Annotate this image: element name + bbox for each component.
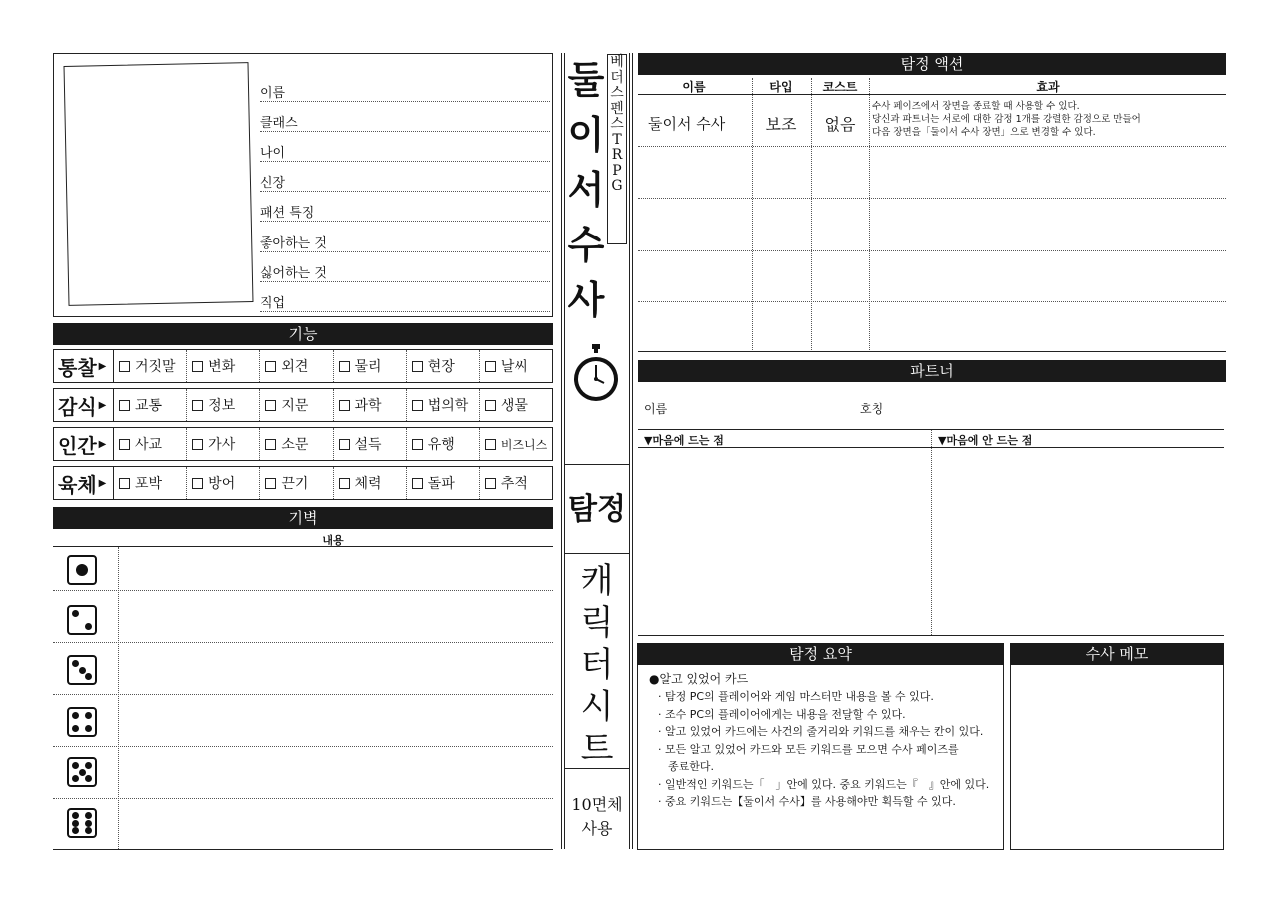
dice-note-2: 사용 [581,819,613,838]
summary-line: · 중요 키워드는【둘이서 수사】를 사용해야만 획득할 수 있다. [658,795,956,808]
die-face-4-icon [67,707,97,737]
profile-height-label: 신장 [260,176,286,191]
profile-likes-label: 좋아하는 것 [260,236,327,251]
partner-bottom-line [638,635,1224,636]
skill-checkbox[interactable]: 거짓말 [114,350,187,382]
action-row[interactable] [638,251,1226,302]
skill-category: 육체 ▶ [54,467,114,499]
skill-checkbox[interactable]: 정보 [187,389,260,421]
skill-row-body [53,466,553,500]
skill-checkbox[interactable]: 현장 [407,350,480,382]
skill-checkbox[interactable]: 유행 [407,428,480,460]
skill-checkbox[interactable]: 교통 [114,389,187,421]
skill-checkbox[interactable]: 포박 [114,467,187,499]
dice-note-1: 10면체 [571,795,623,814]
summary-header: 탐정 요약 [637,643,1004,665]
skill-checkbox[interactable]: 외견 [260,350,333,382]
title-strip-left-border-2 [564,53,565,849]
actions-col-type: 타입 [769,80,793,94]
skill-checkbox[interactable]: 추적 [480,467,552,499]
skill-checkbox[interactable]: 가사 [187,428,260,460]
profile-job-field[interactable] [260,282,550,312]
skill-row-human [53,427,553,461]
action-type: 보조 [765,115,797,134]
action-effect: 수사 페이즈에서 장면을 종료할 때 사용할 수 있다. 당신과 파트너는 서로에 대한 감정 1개를 강렬한 감정으로 만들어 다음 장면을「둘이서 수사 장면」으로 변경할 수 있다. [872,101,1141,138]
skill-category: 인간 ▶ [54,428,114,460]
die-face-3-icon [67,655,97,685]
quirks-header: 기벽 [53,507,553,529]
action-row[interactable] [638,95,1226,147]
skill-checkbox[interactable]: 법의학 [407,389,480,421]
skills-header: 기능 [53,323,553,345]
skill-checkbox[interactable]: 과학 [334,389,407,421]
die-face-2-icon [67,605,97,635]
die-face-1-icon [67,555,97,585]
partner-dislike-label: ▼마음에 안 드는 점 [938,434,1033,447]
skill-checkbox[interactable]: 돌파 [407,467,480,499]
portrait-frame[interactable] [64,62,254,306]
subtitle-box [607,54,627,244]
sheet-title: 캐릭터시트 [580,561,614,769]
skill-category: 감식 ▶ [54,389,114,421]
partner-header: 파트너 [638,360,1226,382]
profile-job-label: 직업 [260,296,286,311]
partner-dislike-area[interactable] [932,448,1224,634]
action-name: 둘이서 수사 [648,115,726,133]
skill-checkbox[interactable]: 물리 [334,350,407,382]
profile-name-label: 이름 [260,86,286,101]
skill-checkbox[interactable]: 날씨 [480,350,552,382]
quirk-row-4[interactable] [53,695,553,747]
profile-fashion-label: 패션 특징 [260,206,315,221]
title-strip-left-border [561,53,562,849]
quirk-row-3[interactable] [53,643,553,695]
skill-checkbox[interactable]: 사교 [114,428,187,460]
actions-header: 탐정 액션 [638,53,1226,75]
skill-row-insight [53,349,553,383]
title-divider-2 [564,553,630,554]
title-divider-1 [564,464,630,465]
quirk-row-5[interactable] [53,747,553,799]
skill-category: 통찰 ▶ [54,350,114,382]
quirk-row-2[interactable] [53,591,553,643]
quirks-table-bottom [53,849,553,850]
skill-checkbox[interactable]: 소문 [260,428,333,460]
action-row[interactable] [638,199,1226,251]
profile-age-field[interactable] [260,132,550,162]
skill-checkbox[interactable]: 방어 [187,467,260,499]
actions-col-cost: 코스트 [822,80,858,94]
summary-line: · 일반적인 키워드는「 」안에 있다. 중요 키워드는『 』안에 있다. [658,777,990,791]
summary-line: · 조수 PC의 플레이어에게는 내용을 전달할 수 있다. [658,707,906,721]
action-row[interactable] [638,147,1226,199]
subtitle-text: 베더스펜스TRPG [610,54,624,194]
summary-body [649,670,1001,811]
profile-likes-field[interactable] [260,222,550,252]
partner-like-area[interactable] [638,448,930,634]
action-row[interactable] [638,302,1226,352]
actions-col-effect: 효과 [1036,80,1060,94]
stopwatch-icon [573,343,619,405]
profile-fashion-field[interactable] [260,192,550,222]
die-face-6-icon [67,808,97,838]
quirk-row-1[interactable] [53,547,553,591]
summary-line: · 탐정 PC의 플레이어와 게임 마스터만 내용을 볼 수 있다. [658,690,934,703]
skill-checkbox[interactable]: 끈기 [260,467,333,499]
skill-checkbox[interactable]: 지문 [260,389,333,421]
die-face-5-icon [67,757,97,787]
actions-col-name: 이름 [682,80,706,94]
section-title: 탐정 [568,492,626,527]
partner-like-label: ▼마음에 드는 점 [644,434,724,447]
skill-checkbox[interactable]: 설득 [334,428,407,460]
summary-line: 종료한다. [668,760,715,773]
title-strip-right-border-2 [632,53,633,849]
title-divider-3 [564,768,630,769]
title-strip-right-border [629,53,630,849]
profile-dislikes-field[interactable] [260,252,550,282]
skill-checkbox[interactable]: 생물 [480,389,552,421]
profile-class-label: 클래스 [260,116,298,131]
action-cost: 없음 [824,115,856,134]
memo-panel[interactable] [1010,643,1224,850]
profile-dislikes-label: 싫어하는 것 [260,266,327,281]
partner-nickname-label: 호칭 [860,402,884,416]
profile-name-field[interactable] [260,72,550,102]
memo-header: 수사 메모 [1010,643,1224,665]
summary-title: ●알고 있었어 카드 [649,672,749,686]
quirk-row-6[interactable] [53,799,553,849]
profile-age-label: 나이 [260,146,286,161]
summary-line: · 모든 알고 있었어 카드와 모든 키워드를 모으면 수사 페이즈를 [658,742,959,756]
profile-class-field[interactable] [260,102,550,132]
quirks-column-label: 내용 [322,534,344,547]
main-title: 둘이서수사 [567,57,605,322]
skill-row-forensics [53,388,553,422]
skill-checkbox[interactable]: 비즈니스 [480,428,552,460]
skill-checkbox[interactable]: 변화 [187,350,260,382]
profile-height-field[interactable] [260,162,550,192]
partner-name-label: 이름 [644,402,668,416]
summary-line: · 알고 있었어 카드에는 사건의 줄거리와 키워드를 채우는 칸이 있다. [658,725,984,738]
skill-checkbox[interactable]: 체력 [334,467,407,499]
